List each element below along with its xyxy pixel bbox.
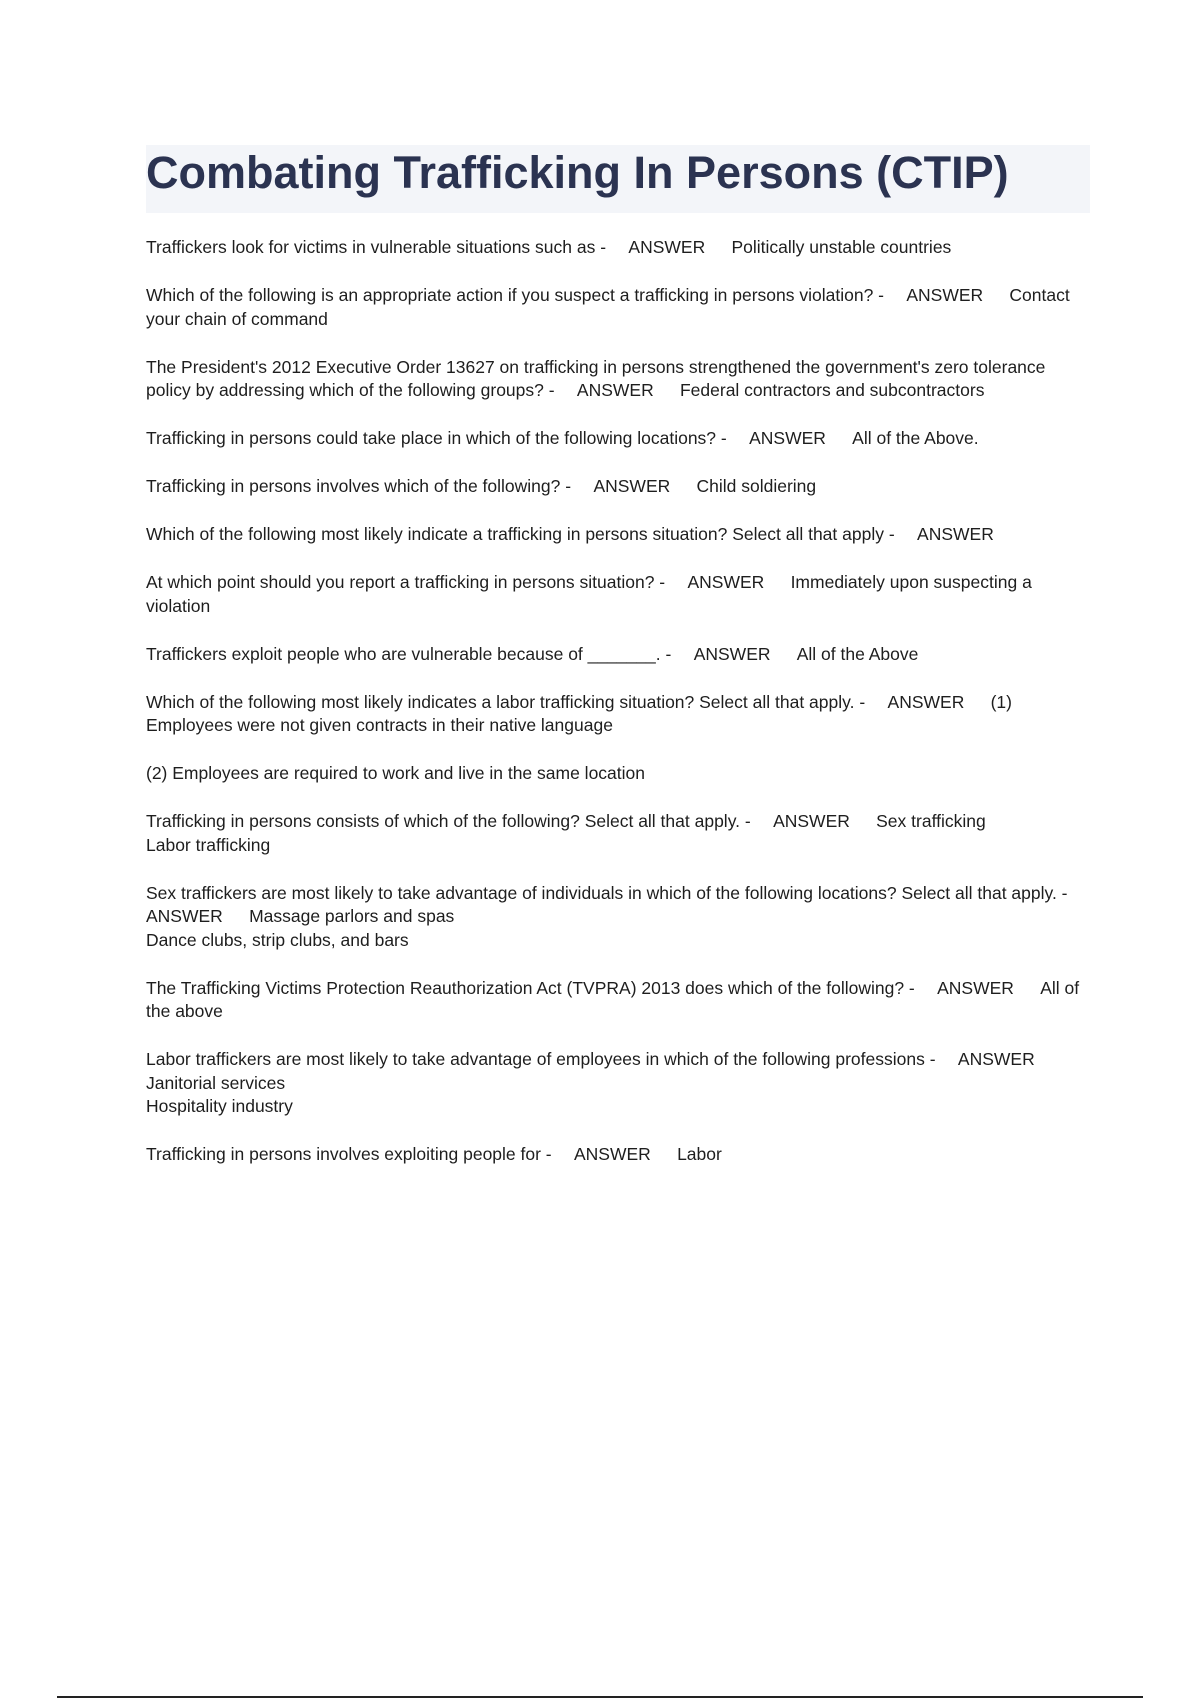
answer-label: ANSWER <box>870 691 991 712</box>
question-text: Which of the following most likely indicates a labor trafficking situation? Select all that apply. - <box>146 691 871 712</box>
answer-text: Politically unstable countries <box>731 237 952 257</box>
answer-label: ANSWER <box>940 1049 1061 1069</box>
qa-item <box>146 1048 1090 1119</box>
answer-label: ANSWER <box>888 285 1010 305</box>
qa-item <box>146 691 1090 738</box>
question-text: Trafficking in persons involves exploiting people for - <box>146 1144 557 1164</box>
qa-item <box>146 762 1090 786</box>
answer-text: Child soldiering <box>696 476 817 496</box>
answer-text: Janitorial services <box>146 1072 286 1093</box>
question-text: Traffickers exploit people who are vulnerable because of _______. - <box>146 643 677 664</box>
answer-text: Contact your chain of command <box>146 285 1070 329</box>
answer-text: Federal contractors and subcontractors <box>679 380 985 400</box>
qa-item <box>146 882 1090 953</box>
document-title: Combating Trafficking In Persons (CTIP) <box>146 147 1009 198</box>
qa-item <box>146 427 1090 451</box>
question-text: Traffickers look for victims in vulnerable situations such as - <box>146 237 611 257</box>
question-text: The President's 2012 Executive Order 13627 on trafficking in persons strengthened the government's zero tolerance policy by addressing which of the following groups? - <box>146 356 1051 400</box>
answer-text: All of the Above. <box>852 428 979 448</box>
answer-text: Immediately upon suspecting a violation <box>146 572 1032 616</box>
question-text: Labor traffickers are most likely to take advantage of employees in which of the following professions - <box>146 1049 941 1069</box>
qa-item <box>146 475 1090 499</box>
answer-label: ANSWER <box>670 572 791 592</box>
qa-item <box>146 236 1090 260</box>
question-text: (2) Employees are required to work and live in the same location <box>146 763 645 783</box>
answer-text: (1) Employees were not given contracts in their native language <box>146 691 1012 735</box>
question-text: The Trafficking Victims Protection Reauthorization Act (TVPRA) 2013 does which of the following? - <box>146 977 920 998</box>
answer-label: ANSWER <box>556 1144 678 1164</box>
qa-item <box>146 977 1090 1024</box>
answer-text: Sex trafficking <box>876 811 986 831</box>
answer-text: Dance clubs, strip clubs, and bars <box>146 929 409 950</box>
answer-text: All of the Above <box>796 643 919 664</box>
qa-item <box>146 523 1090 547</box>
question-text: Trafficking in persons involves which of the following? - <box>146 476 576 496</box>
qa-item <box>146 356 1090 403</box>
qa-item <box>146 643 1090 667</box>
page-bottom-rule <box>57 1696 1143 1698</box>
answer-text: All of the above <box>146 977 1080 1021</box>
answer-text: Labor <box>677 1144 722 1164</box>
question-text: At which point should you report a trafficking in persons situation? - <box>146 572 670 592</box>
answer-label: ANSWER <box>575 476 697 496</box>
qa-item <box>146 1143 1090 1167</box>
qa-item <box>146 571 1090 618</box>
qa-list <box>146 236 1090 1191</box>
question-text: Sex traffickers are most likely to take advantage of individuals in which of the following locations? Select all that apply. - <box>146 882 1073 903</box>
answer-label: ANSWER <box>146 882 1090 926</box>
qa-item <box>146 284 1090 331</box>
question-text: Trafficking in persons consists of which of the following? Select all that apply. - <box>146 811 756 831</box>
answer-label: ANSWER <box>919 977 1041 998</box>
answer-label: ANSWER <box>899 524 1021 544</box>
answer-label: ANSWER <box>610 237 732 257</box>
question-text: Which of the following is an appropriate action if you suspect a trafficking in persons violation? - <box>146 285 889 305</box>
question-text: Which of the following most likely indicate a trafficking in persons situation? Select all that apply - <box>146 524 900 544</box>
answer-text: Hospitality industry <box>146 1096 293 1116</box>
answer-label: ANSWER <box>559 380 680 400</box>
answer-label: ANSWER <box>755 811 877 831</box>
answer-text: Labor trafficking <box>146 834 271 855</box>
qa-item <box>146 810 1090 857</box>
answer-label: ANSWER <box>731 428 853 448</box>
question-text: Trafficking in persons could take place in which of the following locations? - <box>146 428 732 448</box>
answer-text: Massage parlors and spas <box>249 906 455 926</box>
answer-label: ANSWER <box>676 643 797 664</box>
